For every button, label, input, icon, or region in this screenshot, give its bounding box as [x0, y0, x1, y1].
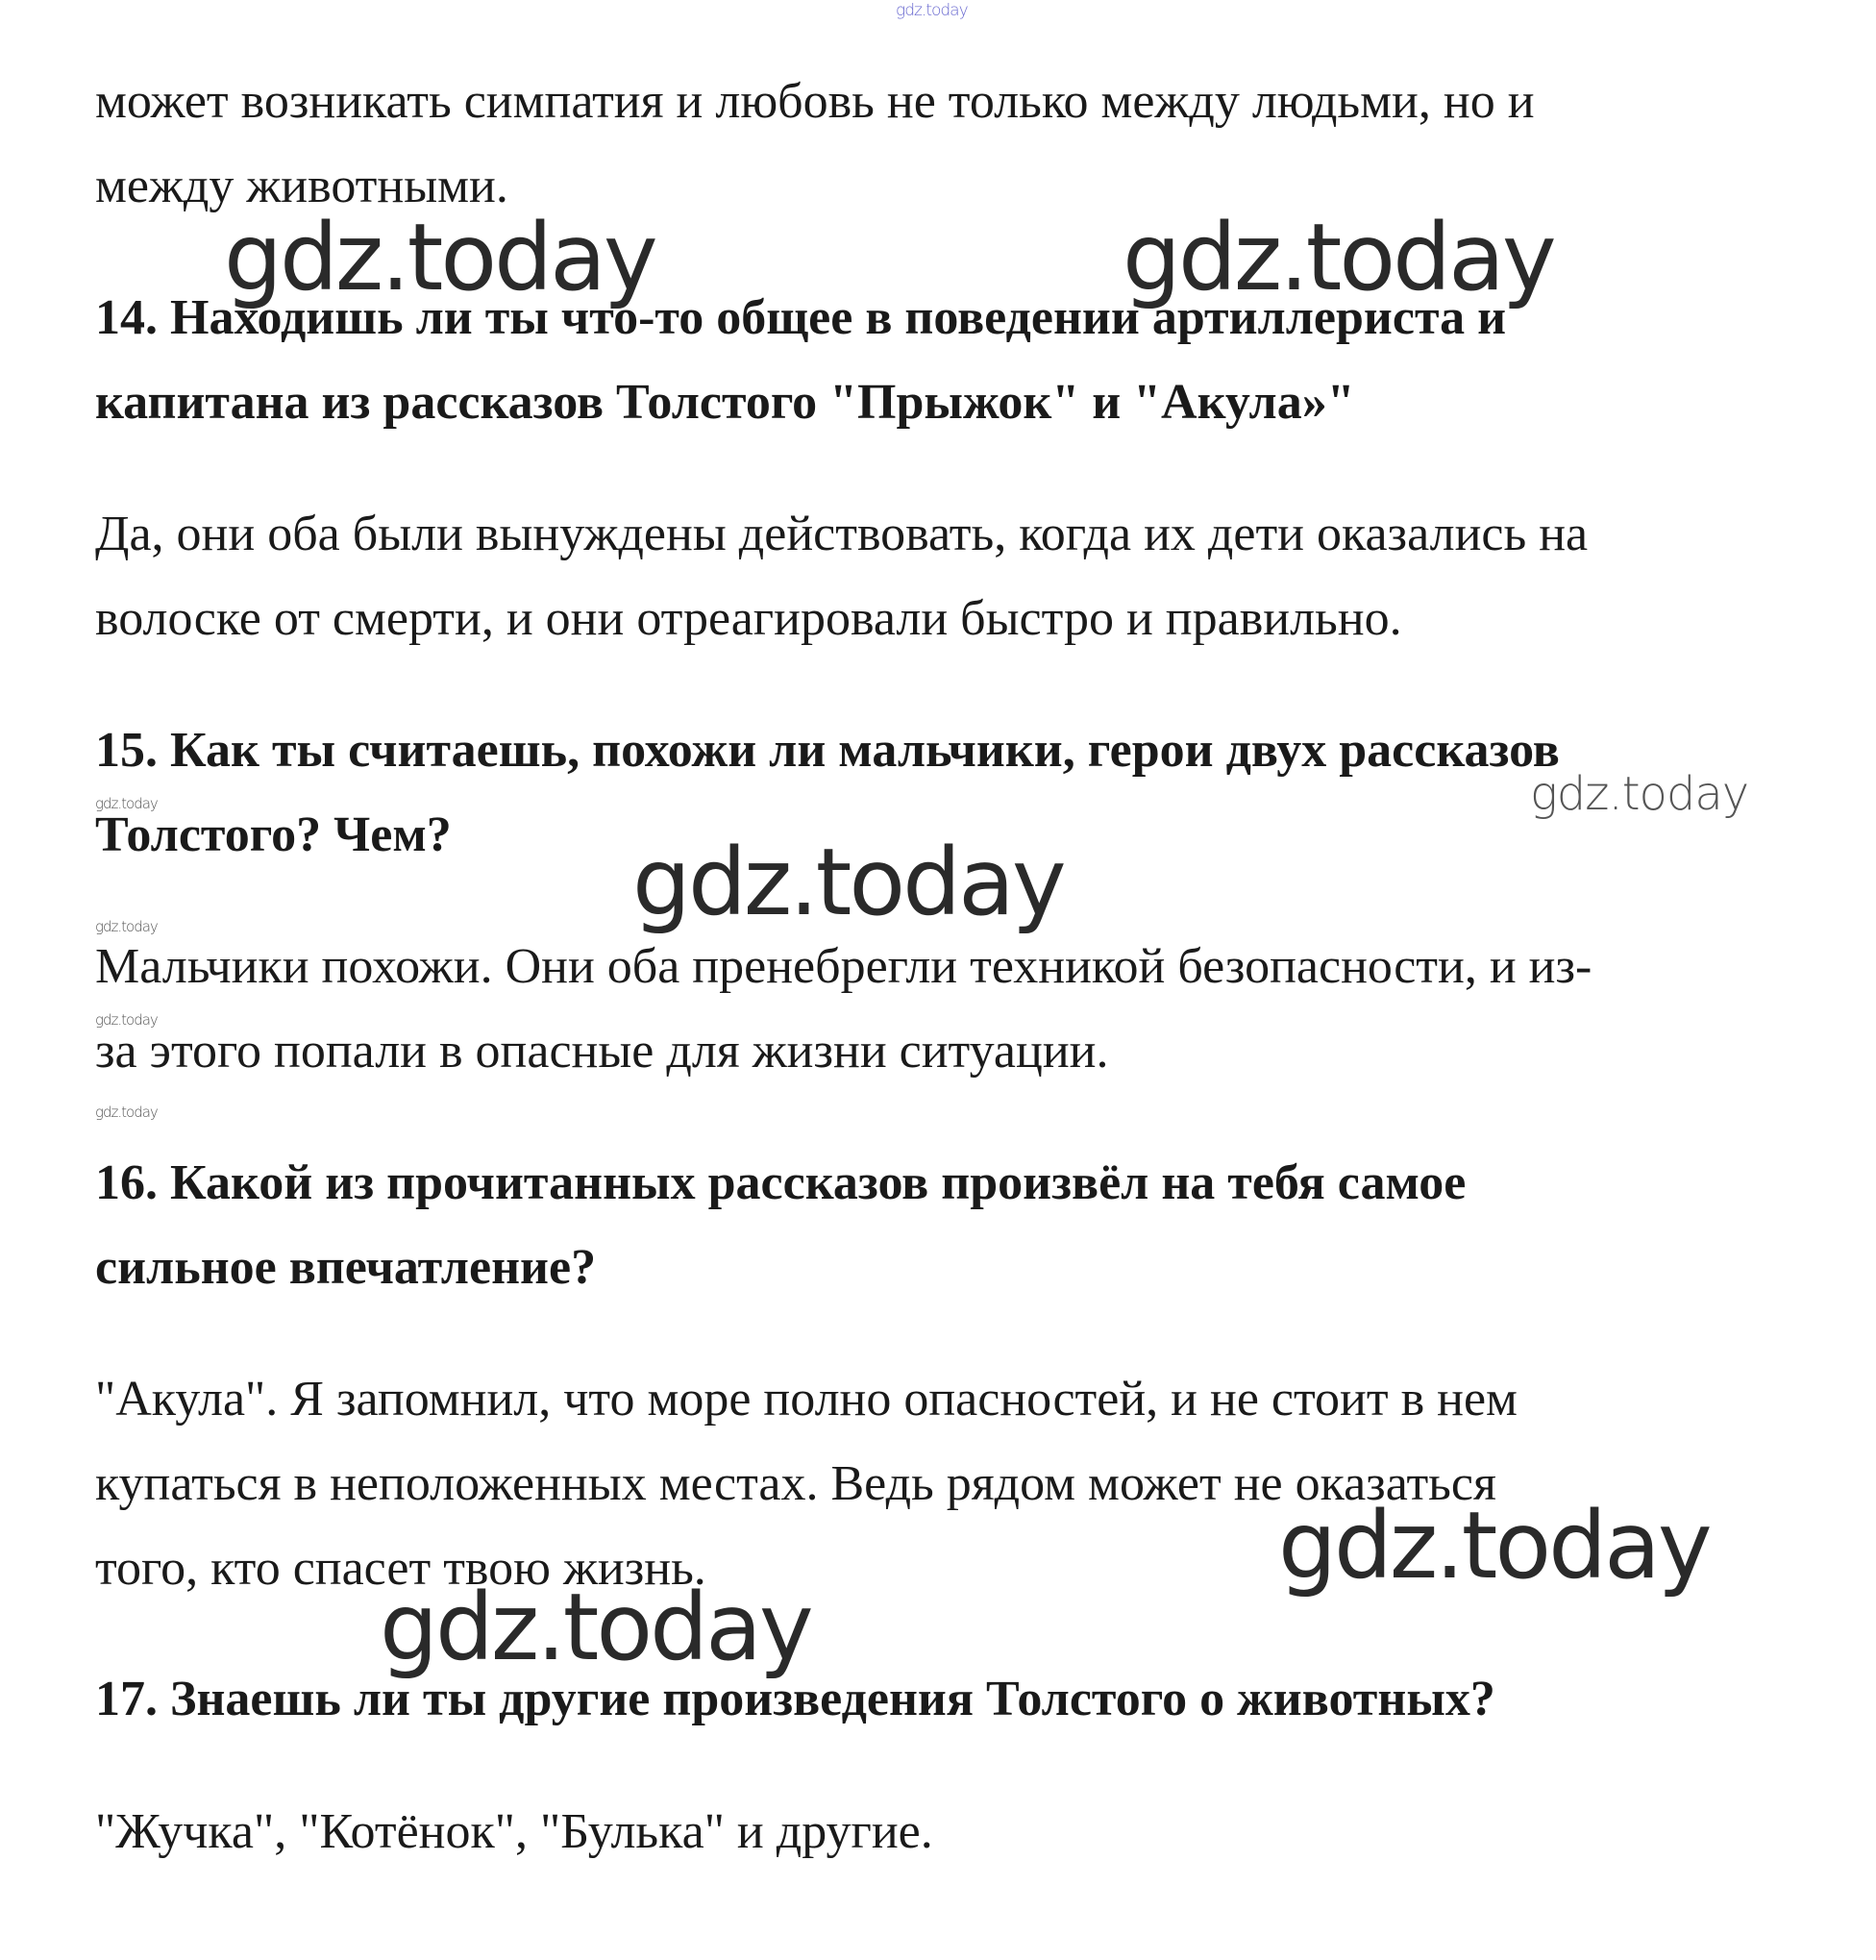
watermark-small-1: gdz.today — [95, 795, 158, 812]
answer-14: Да, они оба были вынуждены действовать, когда их дети оказались на волоске от смерти, и они отреагировали быстро и правильно. — [95, 507, 1589, 646]
watermark-large-2: gdz.today — [1123, 204, 1554, 311]
question-15: 15. Как ты считаешь, похожи ли мальчики, герои двух рассказов Толстого? Чем? — [95, 723, 1560, 862]
answer-15: Мальчики похожи. Они оба пренебрегли техникой безопасности, и из- за этого попали в опасные для жизни ситуации. — [95, 939, 1592, 1079]
watermark-top: gdz.today — [896, 1, 968, 20]
watermark-large-4: gdz.today — [1278, 1492, 1710, 1600]
watermark-small-4: gdz.today — [95, 1104, 158, 1121]
watermark-large-3: gdz.today — [632, 829, 1064, 936]
watermark-small-2: gdz.today — [95, 918, 158, 935]
question-17: 17. Знаешь ли ты другие произведения Толстого о животных? — [95, 1672, 1495, 1726]
intro-paragraph: может возникать симпатия и любовь не только между людьми, но и между животными. — [95, 74, 1535, 213]
question-14: 14. Находишь ли ты что-то общее в поведении артиллериста и капитана из рассказов Толстого "Прыжок" и "Акула»" — [95, 290, 1507, 430]
watermark-small-3: gdz.today — [95, 1011, 158, 1029]
answer-16: "Акула". Я запомнил, что море полно опасностей, и не стоит в нем купаться в неположенных местах. Ведь рядом может не оказаться того, кто спасет твою жизнь. — [95, 1372, 1518, 1596]
answer-17: "Жучка", "Котёнок", "Булька" и другие. — [95, 1804, 933, 1859]
question-16: 16. Какой из прочитанных рассказов произвёл на тебя самое сильное впечатление? — [95, 1155, 1467, 1295]
watermark-medium: gdz.today — [1530, 767, 1749, 821]
watermark-large-1: gdz.today — [224, 204, 655, 311]
watermark-large-5: gdz.today — [380, 1574, 811, 1681]
